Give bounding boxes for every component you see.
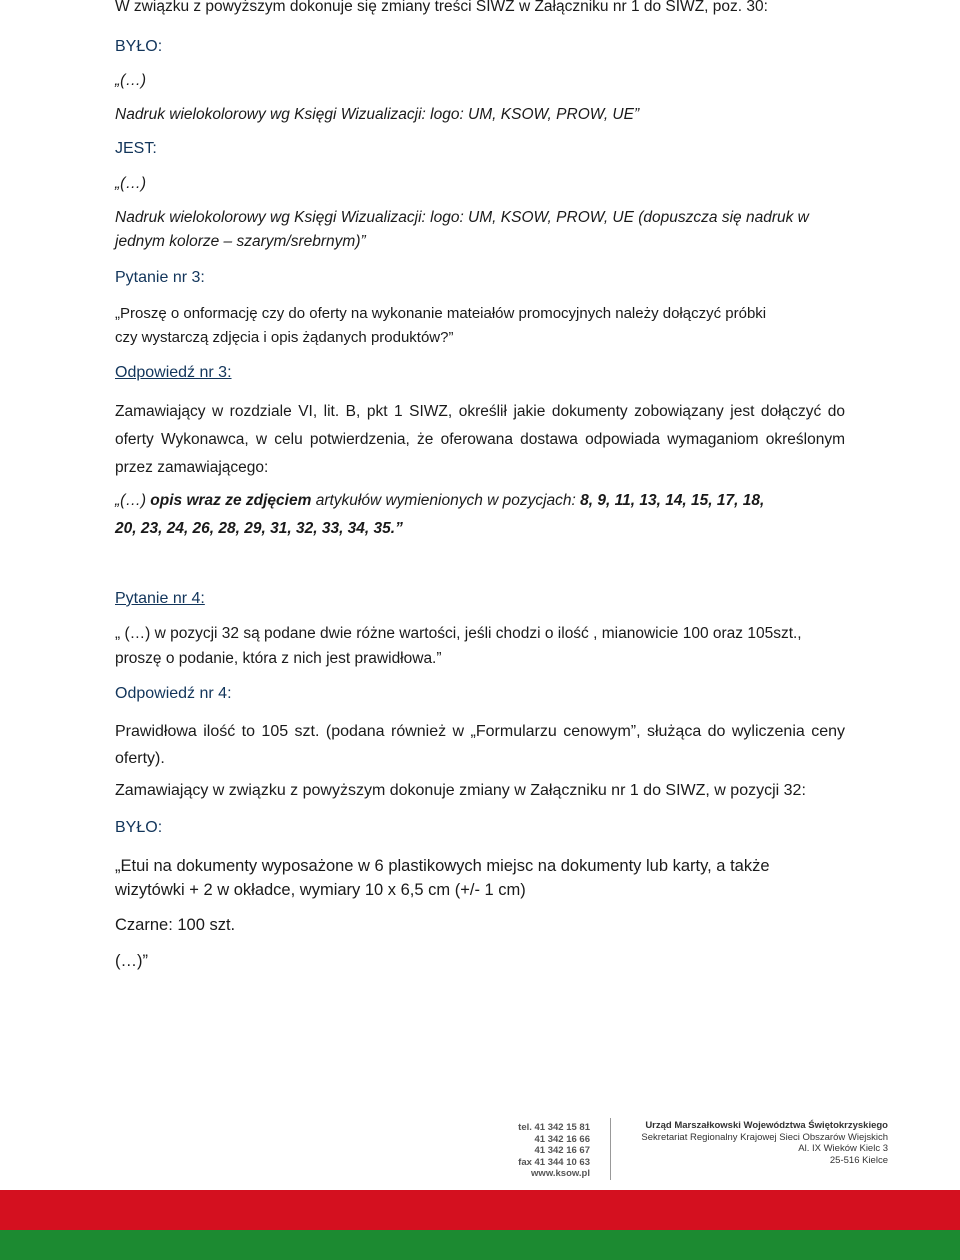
footer-contact — [512, 1122, 590, 1180]
footer-org-name: Urząd Marszałkowski Województwa Świętokrzyskiego — [645, 1120, 888, 1131]
question-4-text-2: proszę o podanie, która z nich jest prawidłowa.” — [115, 650, 442, 667]
footer-red-stripe — [0, 1190, 960, 1230]
question-3-text-2: czy wystarczą zdjęcia i opis żądanych produktów?” — [115, 329, 454, 346]
question-4-heading: Pytanie nr 4: — [115, 590, 205, 607]
footer-fax: fax 41 344 10 63 — [518, 1156, 590, 1168]
intro-line: W związku z powyższym dokonuje się zmiany treści SIWZ w Załączniku nr 1 do SIWZ, poz. 30: — [115, 0, 768, 15]
closing-ellipsis: (…)” — [115, 952, 148, 970]
quote-bold: opis wraz ze zdjęciem — [150, 492, 312, 509]
bylo-label: BYŁO: — [115, 38, 163, 55]
bylo-text: Nadruk wielokolorowy wg Księgi Wizualizacji: logo: UM, KSOW, PROW, UE” — [115, 106, 640, 123]
bylo-label-2: BYŁO: — [115, 819, 163, 836]
footer-divider — [610, 1118, 611, 1180]
czarne-count: Czarne: 100 szt. — [115, 916, 236, 934]
footer-organization — [636, 1120, 888, 1166]
quote-open: „(…) — [115, 492, 151, 509]
quote-positions: 8, 9, 11, 13, 14, 15, 17, 18, — [580, 492, 765, 509]
jest-text-line-2: jednym kolorze – szarym/srebrnym)” — [115, 233, 366, 250]
footer-green-stripe — [0, 1230, 960, 1260]
question-4-text-1: „ (…) w pozycji 32 są podane dwie różne wartości, jeśli chodzi o ilość , mianowicie 100 oraz 105szt., — [115, 625, 802, 642]
footer-website: www.ksow.pl — [531, 1168, 590, 1179]
footer-phone-2: 41 342 16 66 — [534, 1133, 590, 1145]
etui-text-1: „Etui na dokumenty wyposażone w 6 plastikowych miejsc na dokumenty lub karty, a także — [115, 857, 770, 875]
question-3-text-1: „Proszę o onformację czy do oferty na wykonanie mateiałów promocyjnych należy dołączyć próbki — [115, 305, 767, 322]
ellipsis: „(…) — [115, 72, 146, 89]
ellipsis: „(…) — [115, 175, 146, 192]
answer-4-text: Prawidłowa ilość to 105 szt. (podana również w „Formularzu cenowym”, służąca do wyliczenia ceny oferty). — [115, 723, 845, 767]
change-position-32: Zamawiający w związku z powyższym dokonuje zmiany w Załączniku nr 1 do SIWZ, w pozycji 32: — [115, 782, 806, 799]
answer-3-text: Zamawiający w rozdziale VI, lit. B, pkt 1 SIWZ, określił jakie dokumenty zobowiązany jest dołączyć do oferty Wykonawca, w celu potwierdzenia, że oferowana dostawa odpowiada wymaganiom określonym przez zamawiającego: — [115, 403, 845, 476]
footer-org-city: 25-516 Kielce — [829, 1154, 888, 1166]
quote-mid: artykułów wymienionych w pozycjach: — [311, 492, 581, 509]
question-3-heading: Pytanie nr 3: — [115, 269, 205, 286]
footer-org-street: Al. IX Wieków Kielc 3 — [798, 1143, 888, 1154]
answer-3-quote-line-2: 20, 23, 24, 26, 28, 29, 31, 32, 33, 34, 35.” — [115, 520, 403, 537]
answer-4-heading: Odpowiedź nr 4: — [115, 685, 232, 702]
etui-text-2: wizytówki + 2 w okładce, wymiary 10 x 6,5 cm (+/- 1 cm) — [115, 881, 526, 899]
footer-org-secretariat: Sekretariat Regionalny Krajowej Sieci Obszarów Wiejskich — [641, 1131, 888, 1143]
answer-3-quote-line-1 — [115, 490, 764, 512]
footer-phone-1: tel. 41 342 15 81 — [518, 1122, 590, 1133]
answer-3-heading: Odpowiedź nr 3: — [115, 364, 232, 381]
jest-text-line-1: Nadruk wielokolorowy wg Księgi Wizualizacji: logo: UM, KSOW, PROW, UE (dopuszcza się nadruk w — [115, 209, 809, 226]
footer-phone-3: 41 342 16 67 — [534, 1145, 590, 1156]
jest-label: JEST: — [115, 140, 157, 157]
